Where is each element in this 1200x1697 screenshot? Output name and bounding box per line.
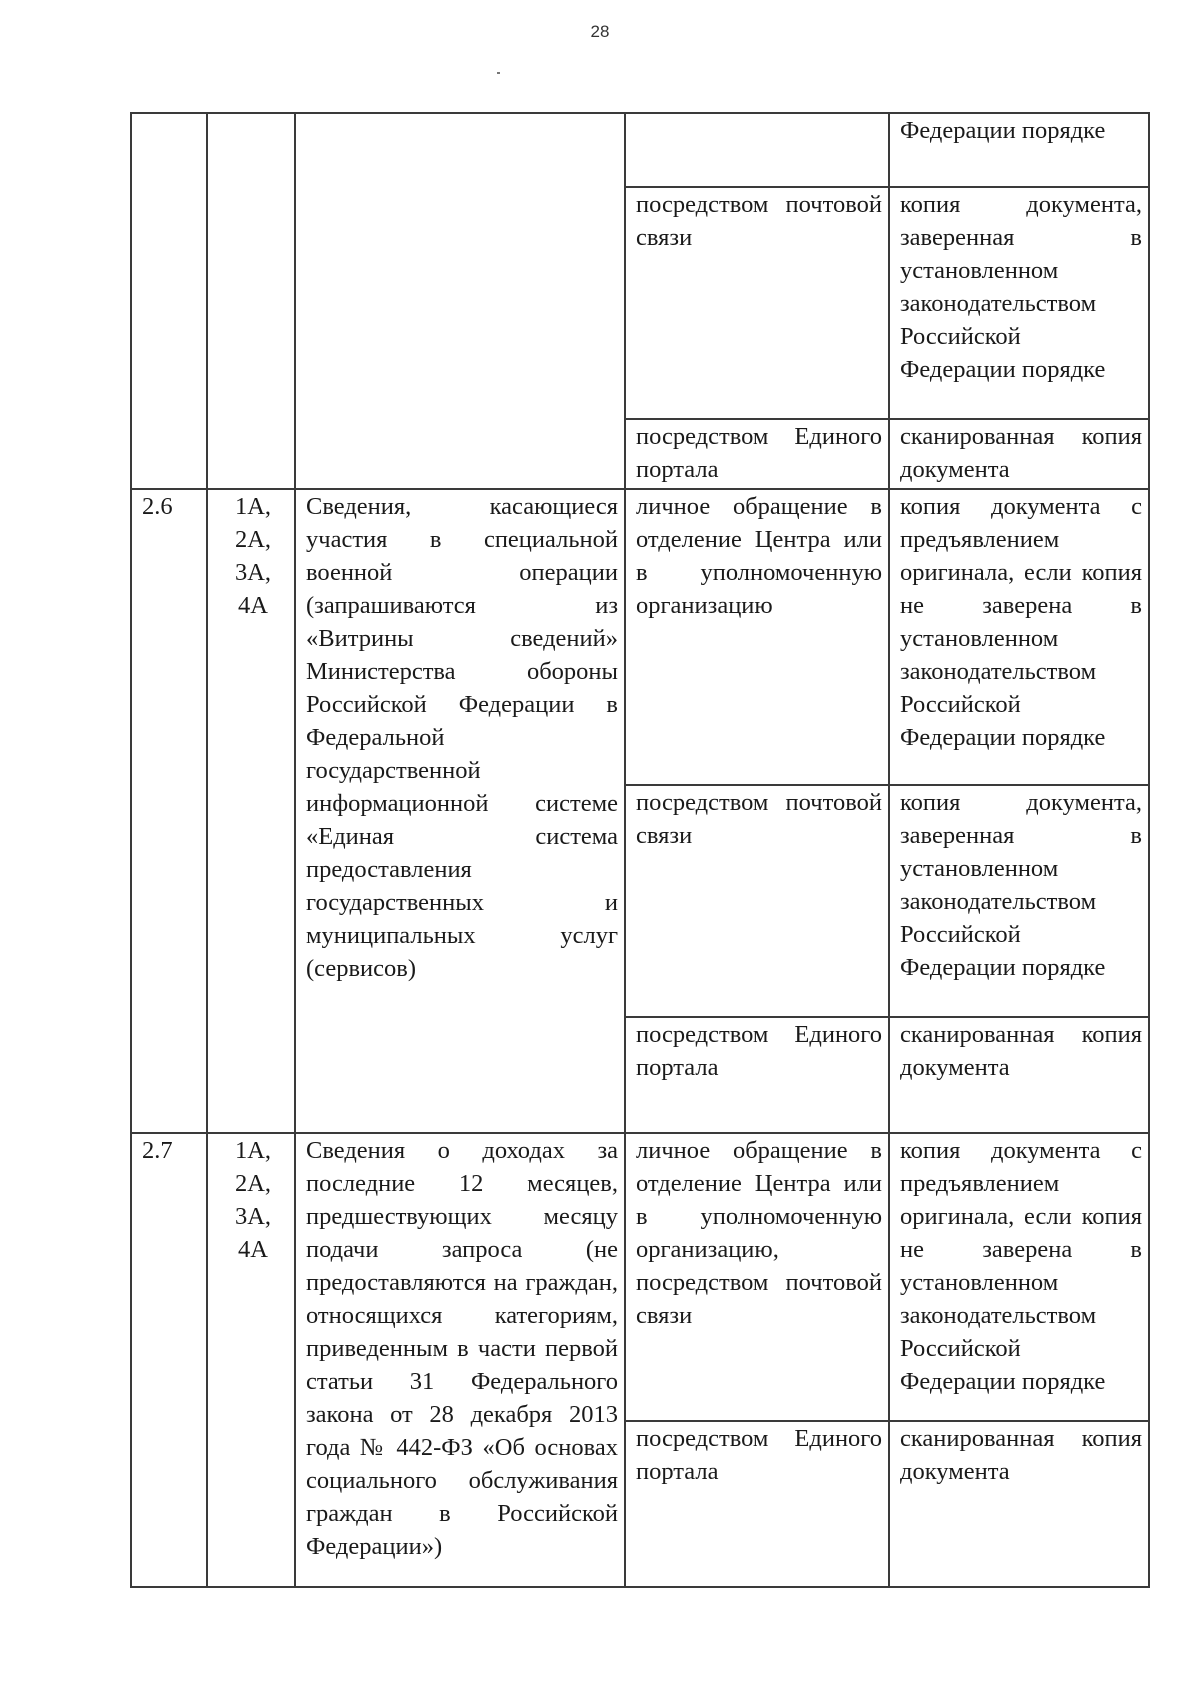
form-cell: копия документа с предъявлением оригинала, если копия не заверена в установленном законодательством Российской Федерации порядке bbox=[889, 1133, 1149, 1421]
category-cell bbox=[207, 489, 295, 1133]
category-item: 1А, bbox=[234, 493, 272, 520]
scan-speck bbox=[497, 72, 500, 74]
row-number-cell: 2.7 bbox=[131, 1133, 207, 1587]
document-table bbox=[130, 112, 1150, 1588]
row-number-cell: 2.6 bbox=[131, 489, 207, 1133]
method-cell: посредством почтовой связи bbox=[625, 187, 889, 419]
category-item: 4А bbox=[238, 1236, 268, 1263]
form-cell: копия документа, заверенная в установленном законодательством Российской Федерации порядке bbox=[889, 785, 1149, 1017]
table-row bbox=[131, 489, 1149, 785]
description-cell: Сведения, касающиеся участия в специальной военной операции (запрашиваются из «Витрины сведений» Министерства обороны Российской Федерации в Федеральной государственной информационной системе «Единая система предоставления государственных и муниципальных услуг (сервисов) bbox=[295, 489, 625, 1133]
description-cell: Сведения о доходах за последние 12 месяцев, предшествующих месяцу подачи запроса (не предоставляются на граждан, относящихся категориям, приведенным в части первой статьи 31 Федерального закона от 28 декабря 2013 года № 442-ФЗ «Об основах социального обслуживания граждан в Российской Федерации») bbox=[295, 1133, 625, 1587]
category-cell bbox=[207, 113, 295, 489]
page-number: 28 bbox=[590, 22, 610, 41]
table-row bbox=[131, 1133, 1149, 1421]
form-cell: копия документа, заверенная в установленном законодательством Российской Федерации порядке bbox=[889, 187, 1149, 419]
form-cell: сканированная копия документа bbox=[889, 419, 1149, 489]
method-cell: личное обращение в отделение Центра или в уполномоченную организацию, посредством почтовой связи bbox=[625, 1133, 889, 1421]
category-item: 1А, bbox=[234, 1137, 272, 1164]
table-row bbox=[131, 113, 1149, 187]
form-cell: Федерации порядке bbox=[889, 113, 1149, 187]
method-cell bbox=[625, 113, 889, 187]
description-cell bbox=[295, 113, 625, 489]
method-cell: посредством почтовой связи bbox=[625, 785, 889, 1017]
category-item: 2А, bbox=[234, 526, 272, 553]
row-number-cell bbox=[131, 113, 207, 489]
category-item: 2А, bbox=[234, 1170, 272, 1197]
form-cell: сканированная копия документа bbox=[889, 1017, 1149, 1133]
method-cell: посредством Единого портала bbox=[625, 419, 889, 489]
category-item: 3А, bbox=[234, 1203, 272, 1230]
category-item: 4А bbox=[238, 592, 268, 619]
method-cell: посредством Единого портала bbox=[625, 1421, 889, 1587]
form-cell: сканированная копия документа bbox=[889, 1421, 1149, 1587]
method-cell: посредством Единого портала bbox=[625, 1017, 889, 1133]
category-cell bbox=[207, 1133, 295, 1587]
form-cell: копия документа с предъявлением оригинала, если копия не заверена в установленном законодательством Российской Федерации порядке bbox=[889, 489, 1149, 785]
category-item: 3А, bbox=[234, 559, 272, 586]
method-cell: личное обращение в отделение Центра или в уполномоченную организацию bbox=[625, 489, 889, 785]
